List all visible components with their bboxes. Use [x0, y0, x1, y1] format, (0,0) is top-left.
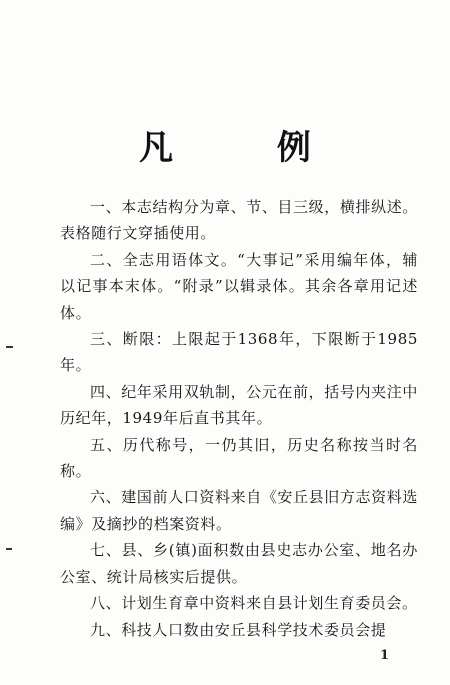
margin-mark [6, 346, 13, 348]
page-number: 1 [380, 648, 390, 663]
rule-paragraph-9: 九、科技人口数由安丘县科学技术委员会提 [90, 620, 387, 639]
rule-paragraph-1: 一、本志结构分为章、节、目三级，横排纵述。表格随行文穿插使用。 [60, 198, 418, 243]
rule-paragraph-4: 四、纪年采用双轨制，公元在前，括号内夹注中历纪年，1949年后直书其年。 [60, 382, 418, 428]
page-title: 凡 例 [139, 128, 357, 168]
rule-paragraph-6: 六、建国前人口资料来自《安丘县旧方志资料选编》及摘抄的档案资料。 [60, 488, 418, 533]
rule-paragraph-2: 二、全志用语体文。“大事记”采用编年体，辅以记事本末体。“附录”以辑录体。其余各章用记述体。 [60, 250, 418, 322]
rules-body [60, 194, 418, 643]
rule-paragraph-5: 五、历代称号，一仍其旧，历史名称按当时名称。 [60, 435, 418, 481]
rule-paragraph-7: 七、县、乡(镇)面积数由县史志办公室、地名办公室、统计局核实后提供。 [60, 541, 418, 586]
rule-paragraph-8: 八、计划生育章中资料来自县计划生育委员会。 [90, 594, 418, 613]
margin-mark [6, 548, 12, 550]
rule-paragraph-3: 三、断限：上限起于1368年，下限断于1985年。 [60, 330, 418, 375]
